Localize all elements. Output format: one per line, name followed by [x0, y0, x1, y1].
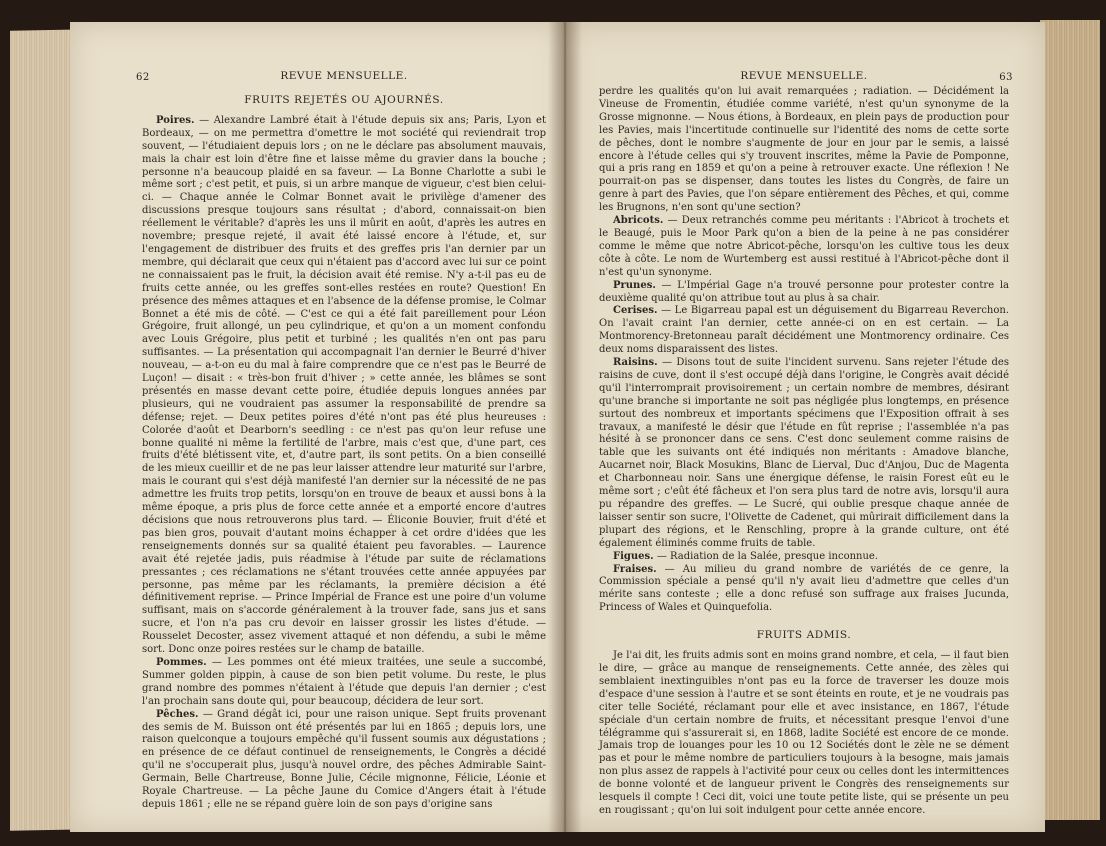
left-page-content	[136, 70, 546, 812]
paragraph	[599, 215, 1009, 280]
paragraph-lead: Fraises.	[613, 563, 657, 575]
left-running-header	[136, 70, 546, 86]
paragraph-lead: Figues.	[613, 550, 654, 562]
paragraph-text: — Les pommes ont été mieux traitées, une seule a succombé, Summer golden pippin, à cause de son bien petit volume. Du reste, le plus grand nombre des pommes n'étaient à l'étude que depuis l'an dernier ; c'est l'an prochain sans doute qui, pour beaucoup, décidera de leur sort.	[142, 656, 546, 707]
paragraph-text: — Deux retranchés comme peu méritants : l'Abricot à trochets et le Beaugé, puis le Moor Park qu'on a bien de la peine à ne pas considérer comme le même que notre Abricot-pêche, lorsqu'on les cultive tous les deux côte à côte. Le nom de Wurtemberg est aussi restitué à l'Abricot-pêche dont il n'est qu'un synonyme.	[599, 215, 1009, 278]
right-page	[565, 22, 1045, 832]
left-page	[70, 22, 565, 832]
paragraph	[599, 280, 1009, 306]
section-title-admitted: FRUITS ADMIS.	[756, 629, 852, 642]
right-running-head: REVUE MENSUELLE.	[740, 70, 868, 82]
right-page-number: 63	[999, 72, 1013, 83]
paragraph-text: — Disons tout de suite l'incident survenu. Sans rejeter l'étude des raisins de cuve, dont il s'est occupé déjà dans l'origine, le Congrès avait décidé qu'il l'interromprait provisoirement ; un certain nombre de membres, désirant qu'une branche si importante ne soit pas négligée plus longtemps, en présence surtout des nombreux et importants spécimens que l'Exposition offrait à ses travaux, a manifesté le désir que l'étude en fût reprise ; l'assemblée n'a pas hésité à se prononcer dans ce sens. C'est donc seulement comme raisins de table que les suivants ont été indiqués non méritants : Amadove blanche, Aucarnet noir, Black Mosukins, Blanc de Lierval, Duc d'Anjou, Duc de Magenta et Charbonneau noir. Sans une énergique défense, le raisin Forest eût eu le même sort ; c'eût été fâcheux et l'on sera plus tard de notre avis, lorsqu'il aura pu répandre des greffes. — Le Sucré, qui oublie presque chaque année de laisser sentir son sucre, l'Olivette de Cadenet, qui mûrirait difficilement dans la plupart des régions, et le Renschling, propre à la grande culture, ont été également éliminés comme fruits de table.	[599, 357, 1009, 549]
left-paragraphs	[142, 115, 546, 812]
paragraph	[599, 551, 1009, 564]
left-page-number: 62	[136, 72, 150, 83]
paragraph-lead: Pêches.	[156, 708, 199, 720]
paragraph-text: — Grand dégât ici, pour une raison unique. Sept fruits provenant des semis de M. Buisson ont été présentés par lui en 1865 ; depuis lors, une raison quelconque a toujours empêché qu'il fussent soumis aux dégustations ; en présence de ce défaut continuel de renseignements, le Congrès a décidé qu'il ne s'occuperait plus, jusqu'à nouvel ordre, des pêches Admirable Saint-Germain, Belle Chartreuse, Bonne Julie, Cécile mignonne, Félicie, Léonie et Royale Chartreuse. — La pêche Jaune du Comice d'Angers était à l'étude depuis 1861 ; elle ne se répand guère loin de son pays d'origine sans	[142, 708, 546, 810]
paragraph	[599, 564, 1009, 616]
paragraph-lead: Raisins.	[613, 357, 658, 369]
paragraph-text: perdre les qualités qu'on lui avait remarquées ; radiation. — Décidément la Vineuse de Fromentin, étudiée comme variété, n'est qu'un synonyme de la Grosse mignonne. — Nous étions, à Bordeaux, en plein pays de production pour les Pavies, mais l'incertitude continuelle sur l'identité des noms de cette sorte de pêches, dont le nombre s'augmente de jour en jour par le semis, a laissé encore à l'étude celles qui s'y trouvent inscrites, même la Pavie de Pomponne, qui a pris rang en 1859 et qu'on a peine à retrouver exacte. Une réflexion ! Ne pourrait-on pas se dispenser, dans toutes les listes du Congrès, de faire un genre à part des Pavies, que l'on sépare entièrement des Pêches, et qui, comme les Brugnons, n'en sont qu'une section?	[599, 86, 1009, 214]
paragraph-text: — L'Impérial Gage n'a trouvé personne pour protester contre la deuxième qualité qu'on attribue tout au plus à sa chair.	[599, 279, 1009, 304]
paragraph	[142, 657, 546, 709]
paragraph-text: — Le Bigarreau papal est un déguisement du Bigarreau Reverchon. On l'avait craint l'an dernier, cette année-ci on en est certain. — La Montmorency-Bretonneau paraît décidément une Montmorency ordinaire. Ces deux noms disparaissent des listes.	[599, 305, 1009, 356]
paragraph-lead: Cerises.	[613, 305, 658, 317]
right-running-header	[599, 70, 1013, 86]
paragraph	[599, 86, 1009, 215]
book-gutter	[548, 22, 582, 832]
right-paragraphs	[599, 86, 1009, 615]
paragraph	[599, 650, 1009, 818]
right-page-content	[599, 70, 1013, 818]
paragraph	[599, 305, 1009, 357]
paragraph-lead: Prunes.	[613, 279, 656, 291]
left-running-head: REVUE MENSUELLE.	[280, 70, 408, 82]
section-title-rejected: FRUITS REJETÉS OU AJOURNÉS.	[244, 94, 444, 106]
right-page-edges	[1040, 20, 1100, 820]
right-paragraphs-2	[599, 650, 1009, 818]
paragraph-lead: Poires.	[156, 114, 195, 126]
paragraph	[142, 709, 546, 812]
paragraph-lead: Abricots.	[613, 215, 664, 227]
paragraph-lead: Pommes.	[156, 656, 207, 668]
paragraph-text: Je l'ai dit, les fruits admis sont en moins grand nombre, et cela, — il faut bien le dire, — grâce au manque de renseignements. Cette année, des zèles qui semblaient inextinguibles n'ont pas eu la force de traverser les douze mois d'espace d'une session à l'autre et se sont éteints en route, et je ne voudrais pas citer telle Société, réclamant pour elle et avec insistance, en 1867, l'étude spéciale d'un certain nombre de fruits, et nécessitant presque l'envoi d'une télégramme qui s'assurerait si, en 1868, ladite Société est encore de ce monde. Jamais trop de louanges pour les 10 ou 12 Sociétés dont le zèle ne se dément pas et pour le même nombre de particuliers toujours à la besogne, mais jamais non plus assez de rappels à l'activité pour ceux ou celles dont les intermittences de bonne volonté et de langueur privent le Congrès des renseignements sur lesquels il compte ! Ceci dit, voici une toute petite liste, qui se présente un peu en rougissant ; qu'on lui soit indulgent pour cette année encore.	[599, 650, 1009, 816]
paragraph-text: — Au milieu du grand nombre de variétés de ce genre, la Commission spéciale a pensé qu'il n'y avait lieu d'admettre que celles d'un mérite sans conteste ; elle a donc refusé son suffrage aux fraises Jucunda, Princess of Wales et Quinquefolia.	[599, 563, 1009, 614]
paragraph	[599, 357, 1009, 551]
paragraph	[142, 115, 546, 657]
paragraph-text: — Alexandre Lambré était à l'étude depuis six ans; Paris, Lyon et Bordeaux, — on me permettra d'omettre le mot société qui reviendrait trop souvent, — l'étudiaient depuis lors ; on ne le déclare pas absolument mauvais, mais la chair est loin d'être fine et laisse même du gravier dans la bouche ; personne n'a beaucoup plaidé en sa faveur. — La Bonne Charlotte a subi le même sort ; c'est petit, et puis, si un arbre manque de vigueur, c'est bien celui-ci. — Chaque année le Colmar Bonnet avait le privilège d'amener des discussions presque toujours sans résultat ; d'abord, connaissait-on bien réellement le véritable? d'après les uns il mûrit en août, d'après les autres en novembre; presque rejeté, il avait été laissé encore à l'étude, et, sur l'engagement de distribuer des fruits et des greffes pris l'an dernier par un membre, qui déclarait que ceux qui n'étaient pas d'accord avec lui sur ce point ne connaissaient pas le fruit, la décision avait été remise. N'y a-t-il pas eu de fruits cette année, ou les greffes sont-elles restées en route? Question! En présence des mêmes attaques et en l'absence de la défense promise, le Colmar Bonnet a été mis de côté. — C'est ce qui a été fait pareillement pour Léon Grégoire, fruit allongé, un peu cylindrique, et qu'on a un moment confondu avec Louis Grégoire, plus petit et turbiné ; les qualités n'en ont pas paru suffisantes. — La présentation qui accompagnait l'an dernier le Beurré d'hiver nouveau, — a-t-on eu du mal à faire comprendre que ce n'est pas le Beurré de Luçon! — disait : « très-bon fruit d'hiver ; » cette année, les blâmes se sont présentés en masse devant cette poire, étudiée depuis longues années par plusieurs, qui ne voudraient pas assumer la responsabilité de prendre sa défense; rejet. — Deux petites poires d'été n'ont pas été plus heureuses : Colorée d'août et Dearborn's seedling : ce n'est pas qu'on leur refuse une bonne qualité ni même la fertilité de l'arbre, mais c'est que, d'une part, ces fruits d'été blétissent vite, et, d'autre part, ils sont petits. On a bien conseillé de les mieux cueillir et de ne pas leur laisser attendre leur maturité sur l'arbre, mais le courant qui s'est déjà manifesté l'an dernier sur la nécessité de ne pas admettre les fruits trop petits, lorsqu'on en trouve de beaux et aussi bons à la même époque, a pris plus de force cette année et a emporté encore d'autres décisions que nous retrouverons plus tard. — Éliconie Bouvier, fruit d'été et pas bien gros, pouvait d'autant moins échapper à cet ordre d'idées que les renseignements donnés sur sa qualité étaient peu favorables. — Laurence avait été rejetée jadis, puis réadmise à l'étude par suite de réclamations pressantes ; ces réclamations ne s'étant trouvées cette année appuyées par personne, pas même par les réclamants, la première décision a été définitivement reprise. — Prince Impérial de France est une poire d'un volume suffisant, mais on s'accorde généralement à la trouver fade, sans jus et sans sucre, et l'on n'a pas cru devoir en laisser grossir les listes d'étude. — Rousselet Decoster, assez vivement attaqué et non défendu, a subi le même sort. Donc onze poires restées sur le champ de bataille.	[142, 114, 546, 656]
paragraph-text: — Radiation de la Salée, presque inconnue.	[653, 550, 879, 562]
